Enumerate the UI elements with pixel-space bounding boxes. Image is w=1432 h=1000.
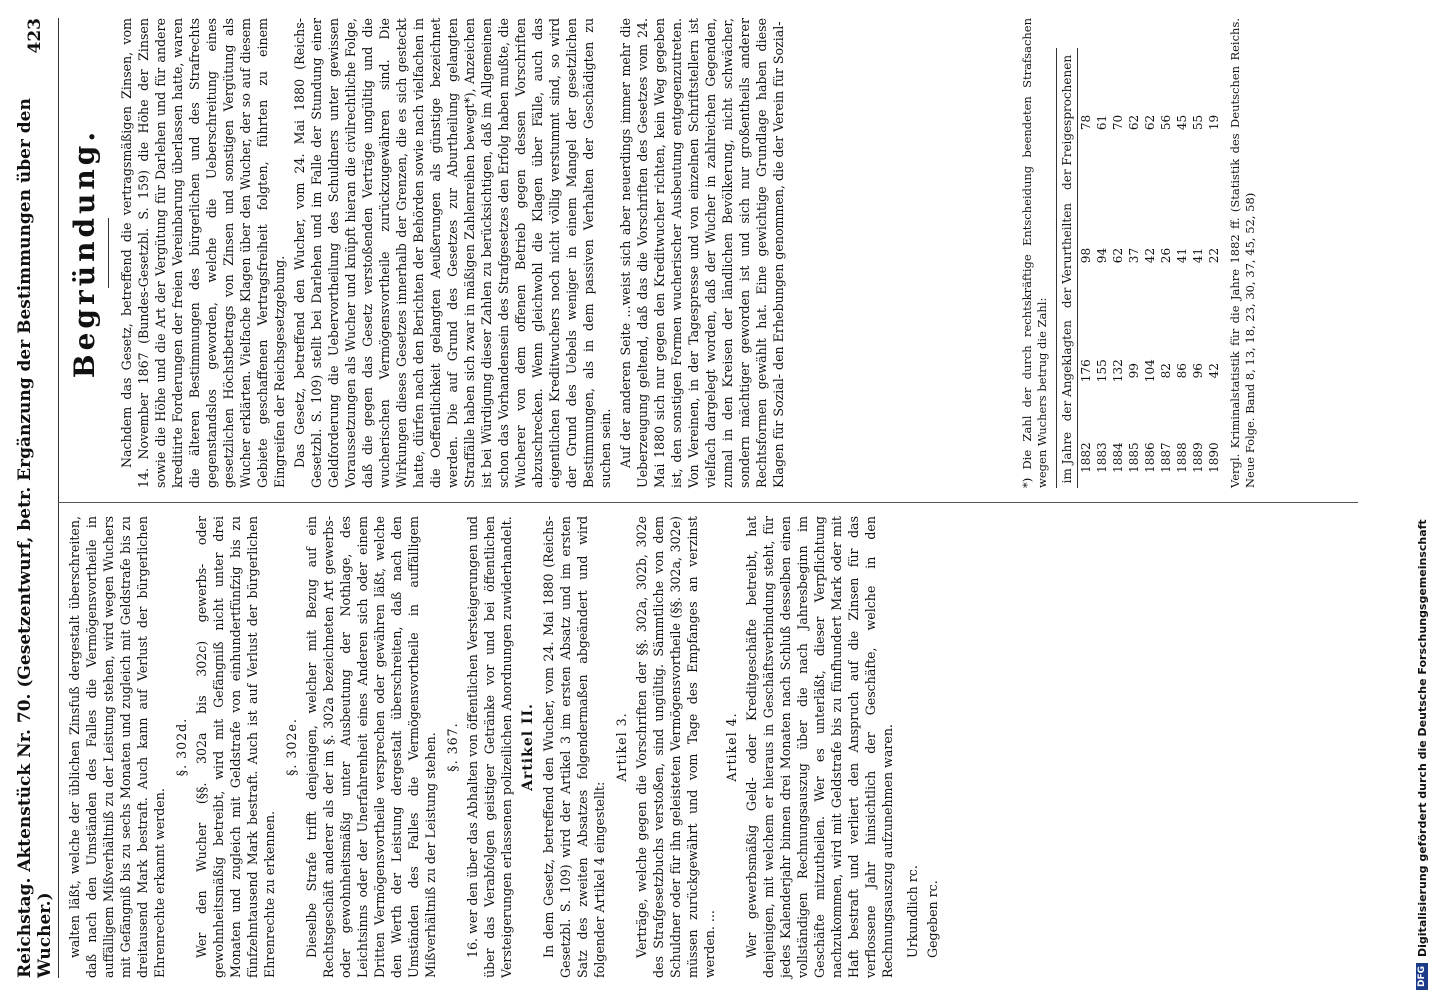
left-column	[66, 516, 944, 978]
column-divider	[58, 502, 1358, 503]
closing-urkundlich: Urkundlich rc.	[905, 865, 920, 958]
table-cell: 176	[1079, 359, 1093, 383]
table-cell: 62	[1127, 114, 1141, 131]
table-cell: 62	[1111, 247, 1125, 264]
table-cell: 1882	[1079, 442, 1093, 473]
table-row	[1110, 48, 1126, 488]
table-cell: 155	[1095, 359, 1109, 383]
page-header	[15, 18, 55, 978]
funding-acknowledgement	[1412, 0, 1432, 1000]
dfg-logo: DFG	[1416, 963, 1428, 990]
table-row	[1174, 48, 1190, 488]
article-4-text: Wer gewerbsmäßig Geld- oder Kreditgeschäfte betreibt, hat denjenigen, mit welchem er hieraus in Geschäftsverbindung steht, für jedes Kalenderjahr binnen drei Monaten nach Schluß desselben einen vollständigen Rechnungsauszug über die nach Jahresbeginn im Geschäfte mitzutheilen. Wer es unterläßt, dieser Verpflichtung nachzukommen, wird mit Geldstrafe bis zu fünfhundert Mark oder mit Haft bestraft und verliert den Anspruch auf die Zinsen für das verflossene Jahr hinsichtlich der Geschäfte, welche in den Rechnungsauszug aufzunehmen waren.	[744, 516, 895, 978]
table-cell: 1885	[1127, 442, 1141, 473]
article-3-heading: Artikel 3.	[614, 712, 629, 782]
table-cell: 1888	[1175, 442, 1189, 473]
table-cell: 99	[1127, 363, 1141, 379]
right-column	[118, 18, 790, 488]
table-cell: 82	[1159, 363, 1173, 379]
table-cell: 56	[1159, 114, 1173, 131]
section-302e-heading: §. 302e.	[284, 718, 299, 776]
table-cell: 62	[1143, 114, 1157, 131]
section-302d-heading: §. 302d.	[174, 717, 189, 777]
footnote-source: Vergl. Kriminalstatistik für die Jahre 1882 ff. (Statistik des Deutschen Reichs. Neue Folge. Band 8, 13, 18, 23, 30, 37, 45, 52, 58)	[1228, 18, 1257, 488]
table-cell: 42	[1207, 363, 1221, 379]
table-cell: 94	[1095, 247, 1109, 264]
table-cell: 98	[1079, 247, 1093, 264]
table-cell: 70	[1111, 114, 1125, 131]
table-header: der Freigesprochenen	[1057, 48, 1078, 197]
section-302e-text: Dieselbe Strafe trifft denjenigen, welcher mit Bezug auf ein Rechtsgeschäft anderer als der im §. 302a bezeichneten Art gewerbs- oder gewohnheitsmäßig unter Ausbeutung der Nothlage, des Leichtsinns oder der Unerfahrenheit eines Anderen sich oder einem Dritten Vermögensvortheile versprechen oder gewähren läßt, welche den Werth der Leistung dergestalt überschreiten, daß nach den Umständen des Falles die Vermögensvortheile in auffälligem Mißverhältniß zu der Leistung stehen.	[304, 516, 438, 978]
table-cell: 86	[1175, 363, 1189, 379]
section-302d-text: Wer den Wucher (§§. 302a bis 302c) gewerbs- oder gewohnheitsmäßig betreibt, wird mit Gefängniß nicht unter drei Monaten und zugleich mit Geldstrafe von einhundertfünfzig bis zu fünfzehntausend Mark bestraft. Auch ist auf Verlust der bürgerlichen Ehrenrechte zu erkennen.	[194, 516, 277, 978]
table-cell: 78	[1079, 114, 1093, 131]
table-cell: 19	[1207, 114, 1221, 131]
table-row	[1206, 48, 1222, 488]
footnote-block	[1020, 18, 1258, 488]
table-cell: 1883	[1095, 442, 1109, 473]
statistics-table	[1056, 48, 1222, 488]
table-row	[1158, 48, 1174, 488]
funding-text: Digitalisierung gefördert durch die Deutsche Forschungsgemeinschaft	[1415, 519, 1429, 957]
table-row	[1190, 48, 1206, 488]
article-4-heading: Artikel 4.	[724, 712, 739, 782]
table-cell: 41	[1191, 247, 1205, 264]
reasoning-paragraph-2: Das Gesetz, betreffend den Wucher, vom 24. Mai 1880 (Reichs-Gesetzbl. S. 109) stellt bei Darlehen und im Falle der Stundung einer Geldforderung die Uebervortheilung des Schuldners unter gewissen Voraussetzungen als Wucher und knüpft hieran die civilrechtliche Folge, daß die gegen das Gesetz verstoßenden Verträge ungültig und die wucherischen Vermögensvortheile zurückzugewähren sind. Die Wirkungen dieses Gesetzes innerhalb der Grenzen, die es sich gesteckt hatte, dürfen nach den Berichten der Behörden sowie nach vielfachen in die Oeffentlichkeit gelangten Aeußerungen als günstige bezeichnet werden. Die auf Grund des Gesetzes zur Aburtheilung gelangten Straffälle haben sich zwar in mäßigen Zahlenreihen bewegt*), Anzeichen ist bei Würdigung dieser Zahlen zu berücksichtigen, daß im Allgemeinen schon das Vorhandensein des Strafgesetzes den Erfolg haben mußte, die Wucherer von dem offenen Betrieb gegen dessen Vorschriften abzuschrecken. Wenn gleichwohl die Klagen über Fälle, auch das eigentlichen Kreditwuchers noch nicht völlig verstummt sind, so wird der Grund des Uebels weniger in einem Mangel der gesetzlichen Bestimmungen, als in dem passiven Verhalten der Geschädigten zu suchen sein.	[292, 18, 613, 488]
table-header: der Angeklagten	[1057, 314, 1078, 427]
reasoning-paragraph-1: Nachdem das Gesetz, betreffend die vertragsmäßigen Zinsen, vom 14. November 1867 (Bundes-Gesetzbl. S. 159) die Höhe der Zinsen sowie die Höhe und die Art der Vergütung für Darlehen und für andere kreditirte Forderungen der freien Vereinbarung überlassen hatte, waren die älteren Bestimmungen des bürgerlichen und des Strafrechts gegenstandslos geworden, welche die Ueberschreitung eines gesetzlichen Höchstbetrags von Zinsen und sonstigen Vergütung als Wucher erklärten. Vielfache Klagen über den Wucher, der so auf diesem Gebiete geschaffenen Vertragsfreiheit folgten, führten zu einem Eingreifen der Reichsgesetzgebung.	[119, 18, 287, 488]
reasoning-paragraph-3: Auf der anderen Seite ...weist sich aber neuerdings immer mehr die Ueberzeugung geltend, daß das die Vorschriften des Gesetzes vom 24. Mai 1880 sich nur gegen den Kreditwucher richten, kein Weg gegeben ist, den sonstigen Formen wucherischer Ausbeutung entgegenzutreten. Von Vereinen, in der Tagespresse und von einzelnen Schriftstellern ist vielfach dargelegt worden, daß der Wucher in zahlreichen Gegenden, zumal in den Kreisen der ländlichen Bevölkerung, nicht schwächer, sondern mächtiger geworden ist und sich nur großentheils anderer Rechtsformen gewählt hat. Eine gewichtige Grundlage haben diese Klagen für Sozial- den Erhebungen genommen, die der Verein für Sozial-	[618, 18, 786, 488]
article-3-text: Verträge, welche gegen die Vorschriften der §§. 302a, 302b, 302e des Strafgesetzbuchs verstoßen, sind ungültig. Sämmtliche von dem Schuldner oder für ihn geleisteten Vermögensvortheile (§§. 302a, 302e) müssen zurückgewährt und vom Tage des Empfanges an verzinst werden. ...	[634, 516, 717, 978]
table-cell: 104	[1143, 359, 1157, 383]
table-cell: 61	[1095, 114, 1109, 131]
article-2-heading: Artikel II.	[520, 703, 536, 791]
page-number: 423	[25, 18, 45, 54]
table-cell: 22	[1207, 247, 1221, 264]
title-rule	[108, 218, 109, 288]
footnote-intro: *) Die Zahl der durch rechtskräftige Entscheidung beendeten Strafsachen wegen Wuchers betrug die Zahl:	[1020, 18, 1049, 488]
table-header: der Verurtheilten	[1057, 197, 1078, 314]
table-row	[1094, 48, 1110, 488]
table-cell: 1884	[1111, 442, 1125, 473]
section-367-heading: §. 367.	[445, 722, 460, 772]
table-cell: 45	[1175, 114, 1189, 131]
table-cell: 96	[1191, 363, 1205, 379]
table-cell: 37	[1127, 247, 1141, 264]
closing-gegeben: Gegeben rc.	[925, 880, 940, 958]
section-title: Begründung.	[68, 127, 101, 379]
section-367-text: 16. wer den über das Abhalten von öffentlichen Versteigerungen und über das Verabfolgen geistiger Getränke vor und bei öffentlichen Versteigerungen erlassenen polizeilichen Anordnungen zuwiderhandelt.	[465, 516, 514, 978]
header-title: Reichstag. Aktenstück Nr. 70. (Gesetzentwurf, betr. Ergänzung der Bestimmungen über den Wucher.)	[15, 98, 55, 978]
table-cell: 26	[1159, 247, 1173, 264]
table-cell: 1886	[1143, 442, 1157, 473]
table-row	[1126, 48, 1142, 488]
statute-paragraph: walten läßt, welche der üblichen Zinsfuß dergestalt überschreiten, daß nach den Umständen des Falles die Vermögensvortheile in auffälligem Mißverhältniß zu der Leistung stehen, wird wegen Wuchers mit Gefängniß bis zu sechs Monaten und zugleich mit Geldstrafe bis zu dreitausend Mark bestraft. Auch kann auf Verlust der bürgerlichen Ehrenrechte erkannt werden.	[67, 516, 167, 978]
table-cell: 1889	[1191, 442, 1205, 473]
table-cell: 132	[1111, 359, 1125, 383]
table-cell: 55	[1191, 114, 1205, 131]
table-header: im Jahre	[1057, 427, 1078, 488]
article-2-text: In dem Gesetz, betreffend den Wucher, vom 24. Mai 1880 (Reichs-Gesetzbl. S. 109) wird der Artikel 3 im ersten Absatz und im ersten Satz des zweiten Absatzes folgendermaßen abgeändert und wird folgender Artikel 4 eingestellt:	[541, 516, 607, 978]
table-cell: 42	[1143, 247, 1157, 264]
table-row	[1078, 48, 1095, 488]
table-row	[1142, 48, 1158, 488]
table-cell: 1887	[1159, 442, 1173, 473]
header-rule	[58, 18, 59, 978]
table-header-row	[1057, 48, 1078, 488]
table-cell: 1890	[1207, 442, 1221, 473]
table-cell: 41	[1175, 247, 1189, 264]
